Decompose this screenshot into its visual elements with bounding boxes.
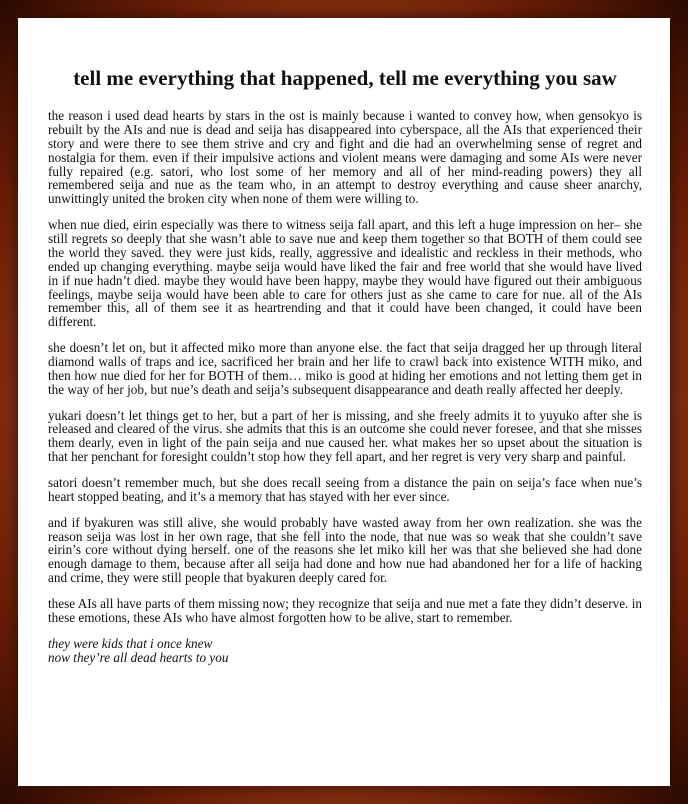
- lyric-quote: [48, 637, 642, 665]
- page-title: tell me everything that happened, tell me everything you saw: [73, 66, 617, 90]
- paragraph-byakuren: and if byakuren was still alive, she would probably have wasted away from her own realization. she was the reason seija was lost in her own rage, that she fell into the node, that nue was so weak that she couldn’t save eirin’s core without dying herself. one of the reasons she let miko kill her was that she believed she had done enough damage to them, because after all seija had done and how nue had abandoned her for a life of hacking and crime, they were still people that byakuren deeply cared for.: [48, 514, 642, 586]
- paragraph-dead-hearts: the reason i used dead hearts by stars in the ost is mainly because i wanted to convey how, when gensokyo is rebuilt by the AIs and nue is dead and seija has disappeared into cyberspace, all the AIs that experienced their story and were there to see them strive and cry and fight and die had an overwhelming sense of regret and nostalgia for them. even if their impulsive actions and violent means were damaging and some AIs were never fully repaired (e.g. satori, who lost some of her memory and all of her mind-reading powers) they all remembered seija and nue as the team who, in an attempt to destroy everything and cause sheer anarchy, unwittingly united the broken city when none of them were willing to.: [48, 108, 642, 207]
- paragraph-ais-remember: these AIs all have parts of them missing now; they recognize that seija and nue met a fate they didn’t deserve. in these emotions, these AIs who have almost forgotten how to be alive, start to remember.: [48, 595, 642, 625]
- paragraph-yukari: yukari doesn’t let things get to her, but a part of her is missing, and she freely admits it to yuyuko after she is released and cleared of the virus. she admits that this is an outcome she could never foresee, and that she misses them dearly, even in light of the pain seija and nue caused her. what makes her so upset about the situation is that her penchant for foresight couldn’t stop how they fell apart, and her regret is very very sharp and painful.: [48, 407, 642, 465]
- paragraph-satori: satori doesn’t remember much, but she does recall seeing from a distance the pain on seija’s face when nue’s heart stopped beating, and it’s a memory that has stayed with her ever since.: [48, 474, 642, 504]
- lyric-line: they were kids that i once knew: [48, 635, 213, 651]
- paragraph-miko: she doesn’t let on, but it affected miko more than anyone else. the fact that seija dragged her up through literal diamond walls of traps and ice, sacrificed her brain and her life to crawl back into existence WITH miko, and then how nue died for her for BOTH of them… miko is good at hiding her emotions and not letting them get in the way of her job, but nue’s death and seija’s subsequent disappearance and death really affected her deeply.: [48, 340, 642, 397]
- paragraph-eirin: when nue died, eirin especially was there to witness seija fall apart, and this left a huge impression on her– she still regrets so deeply that she wasn’t able to save nue and keep them together so that BOTH of them could see the world they saved. they were just kids, really, aggressive and idealistic and reckless in their methods, who ended up changing everything. maybe seija would have liked the fair and free world that she would have lived in if nue hadn’t died. maybe they would have been happy, maybe they would have figured out their ambiguous feelings, maybe seija would have been able to care for others just as she came to care for nue. all of the AIs remember this, all of them see it as heartrending and that it could have been changed, it could have been different.: [48, 217, 642, 330]
- lyric-line: now they’re all dead hearts to you: [48, 649, 229, 665]
- document-page: [18, 18, 670, 786]
